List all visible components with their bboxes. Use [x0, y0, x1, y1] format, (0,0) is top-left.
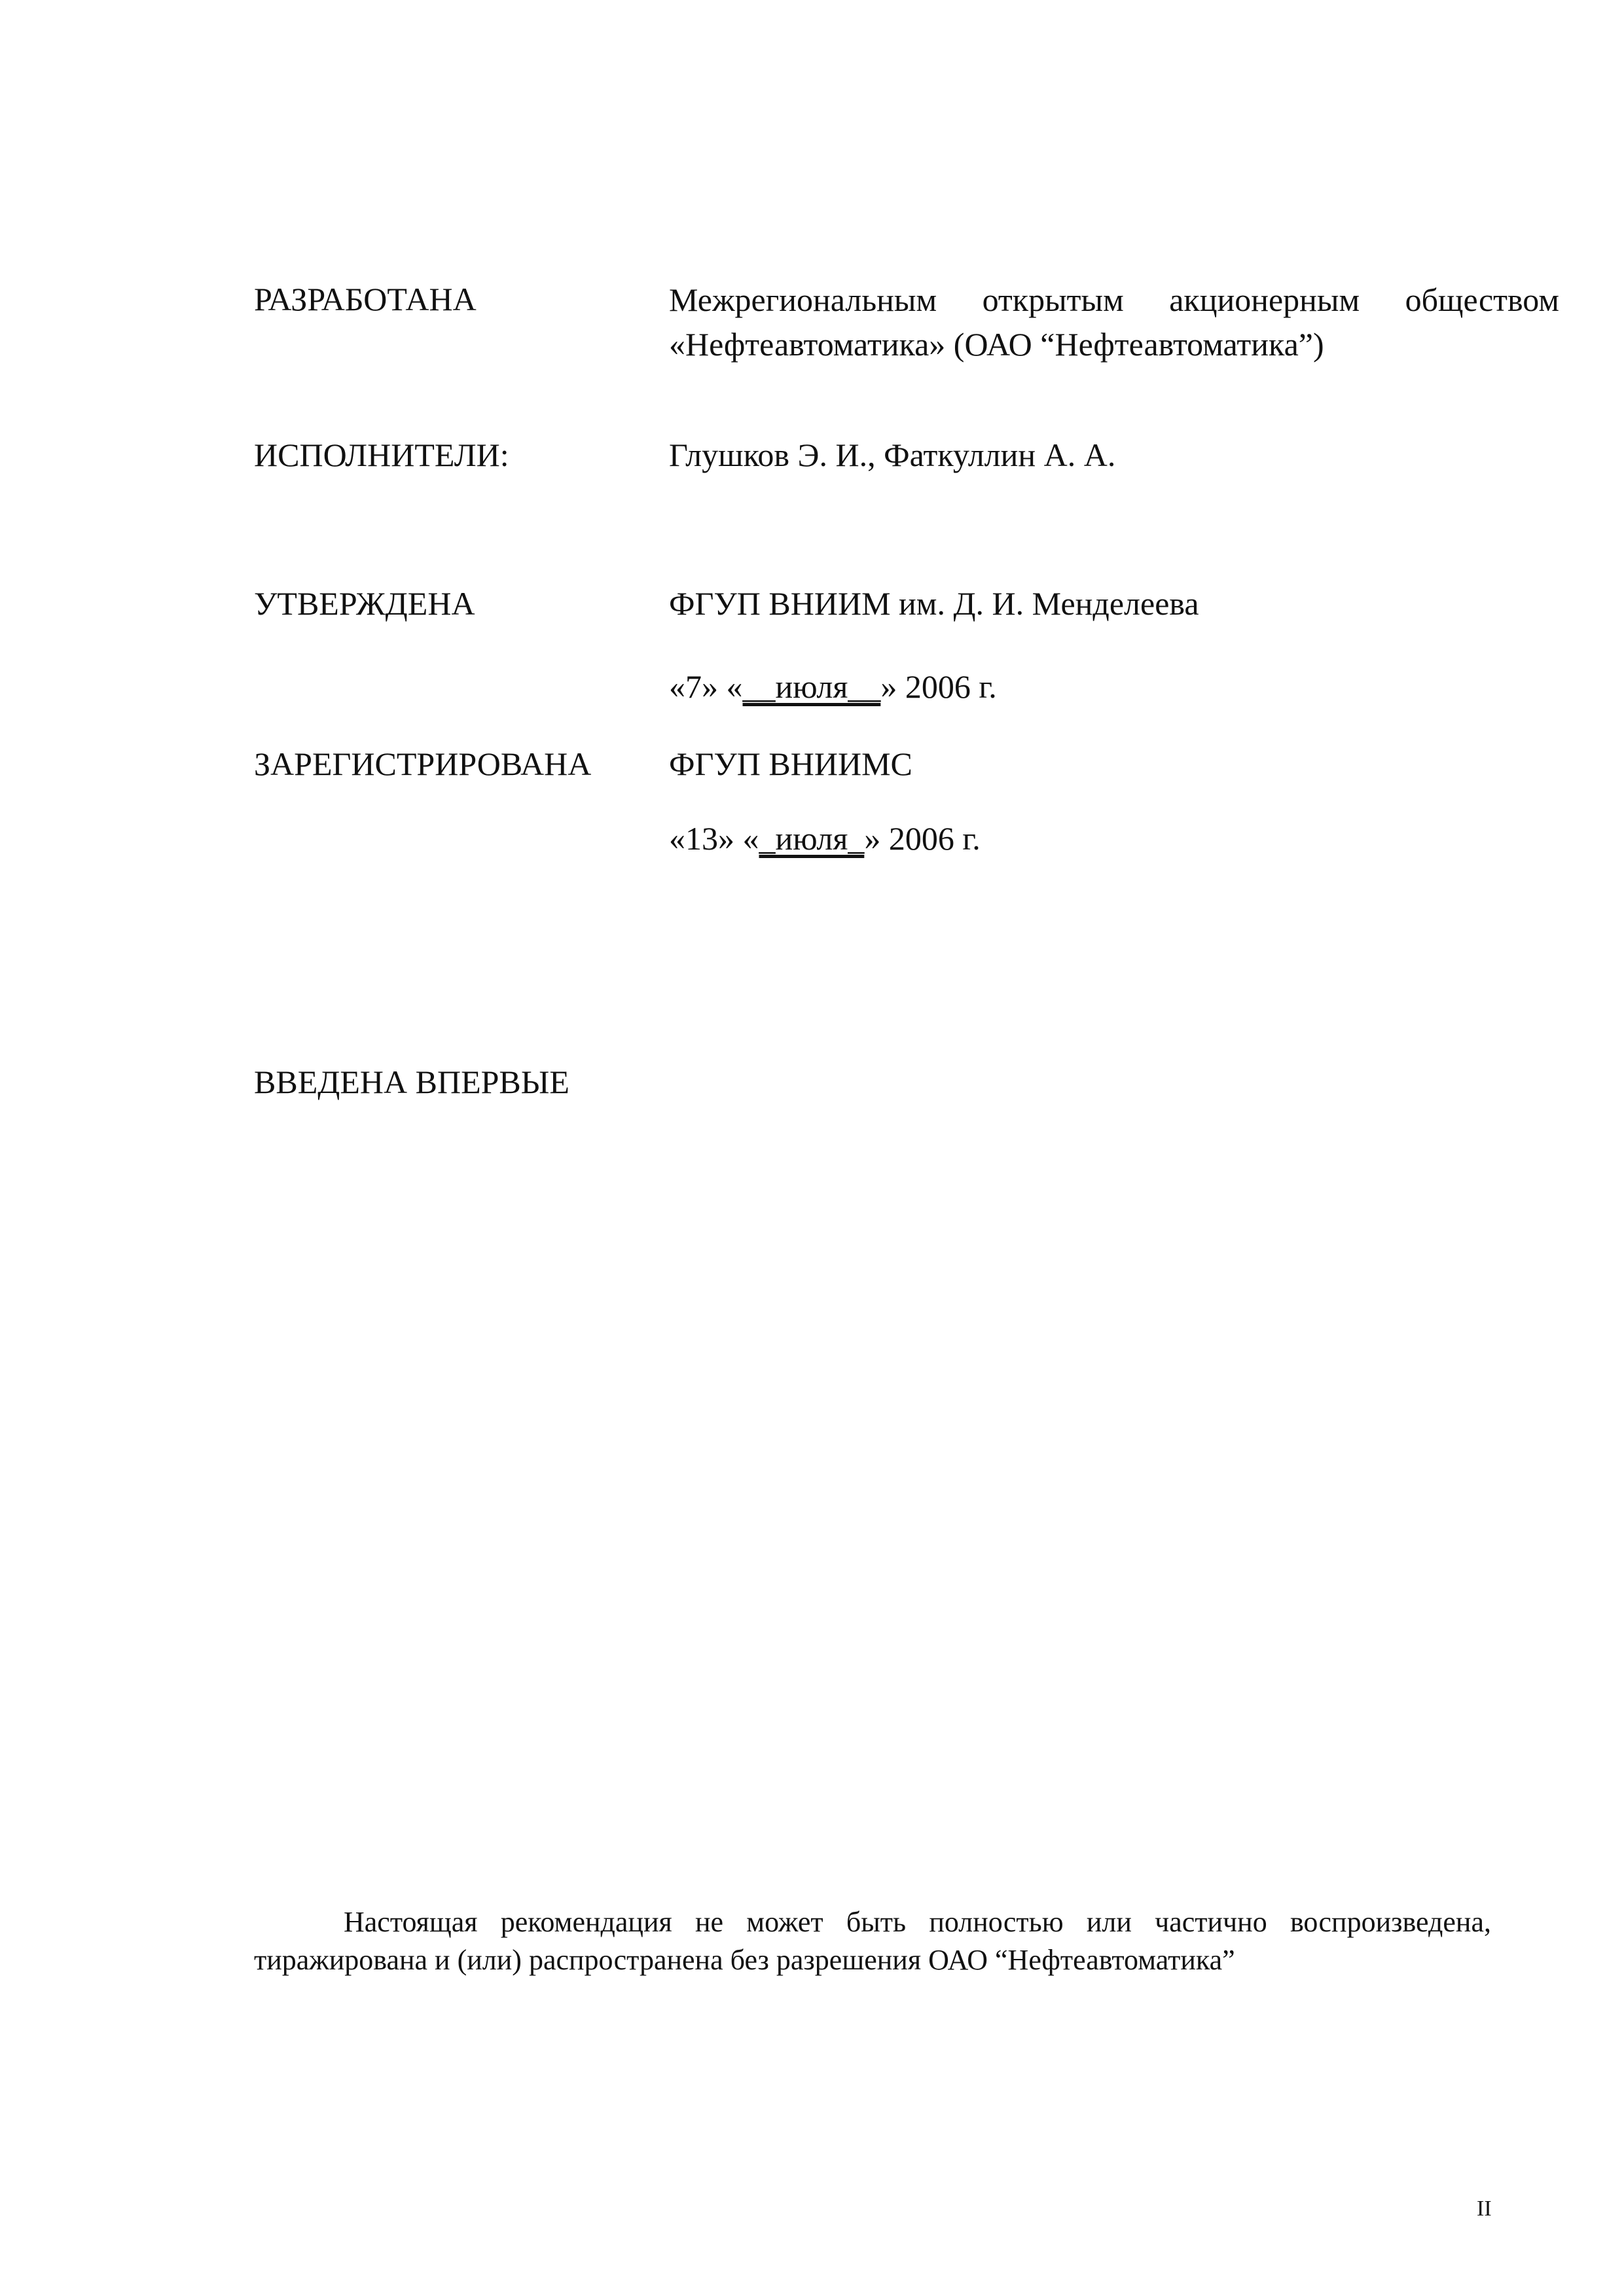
registered-label: ЗАРЕГИСТРИРОВАНА [254, 745, 592, 782]
approved-value: ФГУП ВНИИМ им. Д. И. Менделеева [669, 585, 1199, 622]
registered-date [669, 822, 981, 855]
developed-label: РАЗРАБОТАНА [254, 281, 477, 317]
copyright-notice-text: Настоящая рекомендация не может быть полностью или частично воспроизведена, тиражирована и (или) распространена без разрешения ОАО “Нефтеавтоматика” [254, 1906, 1491, 1976]
developed-value: Межрегиональным открытым акционерным обществом «Нефтеавтоматика» (ОАО “Нефтеавтоматика”) [669, 281, 1559, 363]
page-number: II [1477, 2197, 1492, 2221]
approved-label: УТВЕРЖДЕНА [254, 585, 475, 622]
copyright-notice [254, 1903, 1491, 1979]
approved-date-month: __июля__ [742, 668, 881, 705]
registered-date-day: «13» « [669, 820, 759, 857]
approved-date-year: » 2006 г. [880, 668, 997, 705]
registered-date-month: _июля_ [759, 820, 865, 857]
registered-date-year: » 2006 г. [864, 820, 981, 857]
performers-label: ИСПОЛНИТЕЛИ: [254, 437, 509, 473]
approved-date [669, 670, 997, 703]
performers-value: Глушков Э. И., Фаткуллин А. А. [669, 437, 1116, 473]
introduced-label: ВВЕДЕНА ВПЕРВЫЕ [254, 1064, 569, 1100]
approved-date-day: «7» « [669, 668, 743, 705]
registered-value: ФГУП ВНИИМС [669, 745, 912, 782]
